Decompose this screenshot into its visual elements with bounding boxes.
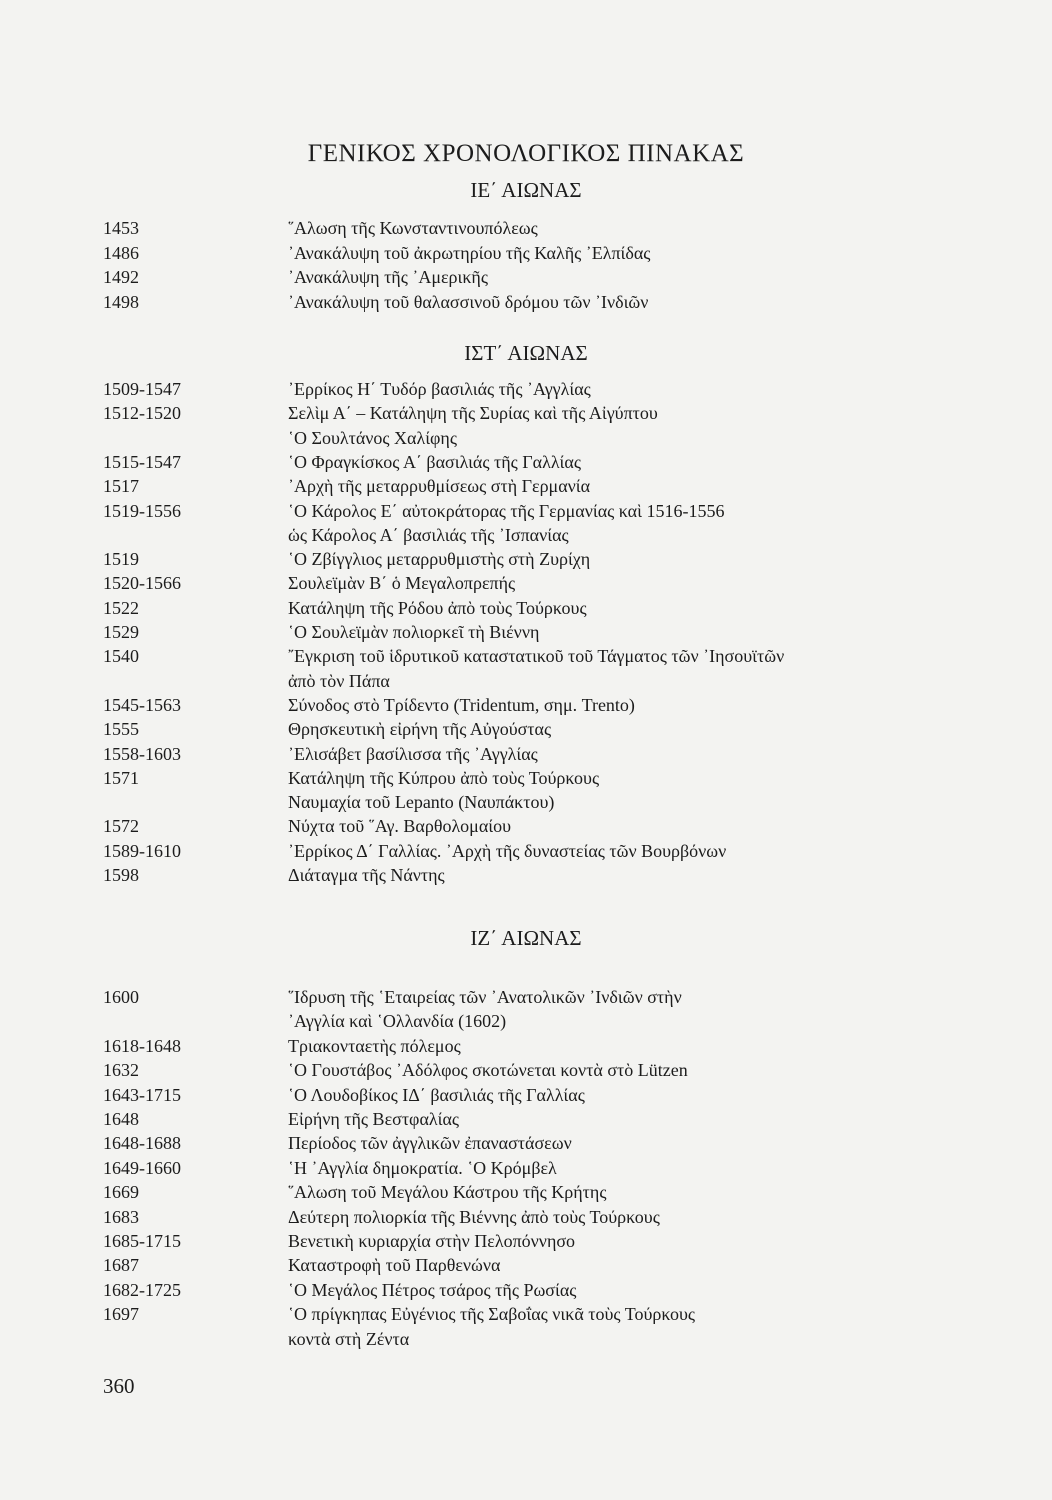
chronology-row bbox=[0, 644, 1052, 668]
row-year: 1545-1563 bbox=[103, 694, 181, 715]
row-event: Θρησκευτικὴ εἰρήνη τῆς Αὐγούστας bbox=[288, 719, 552, 740]
chronology-row bbox=[0, 450, 1052, 474]
row-event: Σουλεϊμὰν Β΄ ὁ Μεγαλοπρεπής bbox=[288, 573, 516, 594]
row-event: ὡς Κάρολος Α΄ βασιλιάς τῆς ᾿Ισπανίας bbox=[288, 524, 569, 545]
row-event: ῾Ο Σουλεϊμὰν πολιορκεῖ τὴ Βιέννη bbox=[288, 622, 540, 642]
row-event: ῾Ο Μεγάλος Πέτρος τσάρος τῆς Ρωσίας bbox=[288, 1279, 577, 1300]
chronology-row bbox=[0, 290, 1052, 314]
chronology-row bbox=[0, 1009, 1052, 1033]
row-year: 1492 bbox=[103, 267, 139, 287]
row-event: ῾Ο Ζβίγγλιος μεταρρυθμιστὴς στὴ Ζυρίχη bbox=[288, 549, 591, 570]
row-year: 1618-1648 bbox=[103, 1035, 181, 1056]
row-year: 1648 bbox=[103, 1109, 139, 1129]
row-year: 1486 bbox=[103, 242, 139, 263]
chronology-row bbox=[0, 241, 1052, 265]
row-event: ᾿Αρχὴ τῆς μεταρρυθμίσεως στὴ Γερμανία bbox=[288, 476, 591, 497]
chronology-row bbox=[0, 620, 1052, 644]
chronology-row bbox=[0, 499, 1052, 523]
row-event: ῞Αλωση τῆς Κωνσταντινουπόλεως bbox=[288, 218, 538, 238]
chronology-row bbox=[0, 571, 1052, 595]
chronology-row bbox=[0, 1156, 1052, 1180]
chronology-row bbox=[0, 693, 1052, 717]
row-year: 1685-1715 bbox=[103, 1231, 181, 1251]
chronology-row bbox=[0, 766, 1052, 790]
row-event: Κατάληψη τῆς Ρόδου ἀπὸ τοὺς Τούρκους bbox=[288, 597, 587, 618]
page-title: ΓΕΝΙΚΟΣ ΧΡΟΝΟΛΟΓΙΚΟΣ ΠΙΝΑΚΑΣ bbox=[307, 140, 745, 167]
chronology-row bbox=[0, 1205, 1052, 1229]
row-year: 1682-1725 bbox=[103, 1279, 181, 1300]
row-event: Κατάληψη τῆς Κύπρου ἀπὸ τοὺς Τούρκους bbox=[288, 767, 600, 788]
row-event: ᾿Ελισάβετ βασίλισσα τῆς ᾿Αγγλίας bbox=[288, 743, 538, 764]
row-year: 1687 bbox=[103, 1255, 139, 1276]
row-year: 1540 bbox=[103, 646, 139, 667]
row-year: 1517 bbox=[103, 476, 139, 497]
chronology-row bbox=[0, 1034, 1052, 1058]
row-event: ᾿Αγγλία καὶ ῾Ολλανδία (1602) bbox=[288, 1011, 507, 1032]
row-event: Περίοδος τῶν ἀγγλικῶν ἐπαναστάσεων bbox=[288, 1133, 572, 1154]
row-event: ῾Ο Κάρολος Ε΄ αὐτοκράτορας τῆς Γερμανίας καὶ 1516-1556 bbox=[288, 500, 725, 521]
row-event: ῞Αλωση τοῦ Μεγάλου Κάστρου τῆς Κρήτης bbox=[288, 1182, 607, 1203]
row-event: ῎Εγκριση τοῦ ἱδρυτικοῦ καταστατικοῦ τοῦ Τάγματος τῶν ᾿Ιησουϊτῶν bbox=[288, 646, 785, 667]
chronology-row bbox=[0, 814, 1052, 838]
chronology-row bbox=[0, 596, 1052, 620]
row-year: 1555 bbox=[103, 719, 139, 740]
century-heading: ΙΖ΄ ΑΙΩΝΑΣ bbox=[470, 926, 582, 950]
chronology-row bbox=[0, 669, 1052, 693]
row-year: 1512-1520 bbox=[103, 403, 181, 424]
chronology-row bbox=[0, 1131, 1052, 1155]
row-year: 1453 bbox=[103, 218, 139, 238]
chronology-row bbox=[0, 1253, 1052, 1277]
row-event: ᾿Ερρίκος Δ΄ Γαλλίας. ᾿Αρχὴ τῆς δυναστείας τῶν Βουρβόνων bbox=[288, 840, 727, 861]
row-year: 1572 bbox=[103, 816, 139, 837]
chronology-row bbox=[0, 1278, 1052, 1302]
row-event: ᾿Ανακάλυψη τοῦ ἀκρωτηρίου τῆς Καλῆς ᾿Ελπίδας bbox=[288, 242, 651, 263]
row-year: 1632 bbox=[103, 1060, 139, 1081]
row-event: Διάταγμα τῆς Νάντης bbox=[288, 865, 445, 885]
row-event: ῾Ο Λουδοβίκος ΙΔ΄ βασιλιάς τῆς Γαλλίας bbox=[288, 1084, 585, 1105]
row-year: 1648-1688 bbox=[103, 1133, 181, 1154]
row-event: Δεύτερη πολιορκία τῆς Βιέννης ἀπὸ τοὺς Τούρκους bbox=[288, 1206, 660, 1227]
century-heading: ΙΕ΄ ΑΙΩΝΑΣ bbox=[470, 178, 582, 202]
chronology-row bbox=[0, 1107, 1052, 1131]
row-event: ῾Ο Σουλτάνος Χαλίφης bbox=[288, 427, 457, 448]
row-year: 1498 bbox=[103, 291, 139, 312]
row-event: Εἰρήνη τῆς Βεστφαλίας bbox=[288, 1109, 460, 1129]
row-year: 1519-1556 bbox=[103, 500, 181, 521]
row-year: 1600 bbox=[103, 987, 139, 1007]
row-event: ῾Ο Γουστάβος ᾿Αδόλφος σκοτώνεται κοντὰ στὸ Lützen bbox=[288, 1060, 688, 1081]
chronology-row bbox=[0, 1229, 1052, 1253]
row-event: Νύχτα τοῦ ῞Αγ. Βαρθολομαίου bbox=[288, 816, 512, 837]
row-year: 1643-1715 bbox=[103, 1084, 181, 1105]
row-year: 1509-1547 bbox=[103, 379, 181, 399]
chronology-row bbox=[0, 474, 1052, 498]
row-year: 1558-1603 bbox=[103, 743, 181, 764]
chronology-row bbox=[0, 1302, 1052, 1326]
chronology-row bbox=[0, 1180, 1052, 1204]
chronology-row bbox=[0, 742, 1052, 766]
row-event: ῾Η ᾿Αγγλία δημοκρατία. ῾Ο Κρόμβελ bbox=[288, 1157, 557, 1178]
row-event: ῾Ο πρίγκηπας Εὐγένιος τῆς Σαβοΐας νικᾶ τοὺς Τούρκους bbox=[288, 1304, 696, 1325]
chronology-row bbox=[0, 401, 1052, 425]
chronology-row bbox=[0, 790, 1052, 814]
chronology-row bbox=[0, 1083, 1052, 1107]
chronology-row bbox=[0, 265, 1052, 289]
row-event: ῾Ο Φραγκίσκος Α΄ βασιλιάς τῆς Γαλλίας bbox=[288, 451, 581, 472]
row-event: Σύνοδος στὸ Τρίδεντο (Tridentum, σημ. Trento) bbox=[288, 694, 635, 715]
row-year: 1589-1610 bbox=[103, 840, 181, 861]
row-event: Καταστροφὴ τοῦ Παρθενώνα bbox=[288, 1255, 501, 1276]
chronology-row bbox=[0, 547, 1052, 571]
chronology-row bbox=[0, 426, 1052, 450]
chronology-row bbox=[0, 1327, 1052, 1351]
row-year: 1598 bbox=[103, 865, 139, 885]
century-heading: ΙΣΤ΄ ΑΙΩΝΑΣ bbox=[464, 341, 588, 365]
row-event: ᾿Ανακάλυψη τοῦ θαλασσινοῦ δρόμου τῶν ᾿Ινδιῶν bbox=[288, 291, 649, 312]
chronology-row bbox=[0, 523, 1052, 547]
row-year: 1571 bbox=[103, 767, 139, 788]
row-event: ῞Ιδρυση τῆς ῾Εταιρείας τῶν ᾿Ανατολικῶν ᾿Ινδιῶν στὴν bbox=[288, 987, 682, 1007]
chronology-row bbox=[0, 216, 1052, 240]
chronology-row bbox=[0, 839, 1052, 863]
row-year: 1529 bbox=[103, 622, 139, 642]
row-year: 1522 bbox=[103, 597, 139, 618]
row-year: 1683 bbox=[103, 1206, 139, 1227]
row-event: Βενετικὴ κυριαρχία στὴν Πελοπόννησο bbox=[288, 1231, 576, 1251]
chronology-row bbox=[0, 717, 1052, 741]
row-year: 1649-1660 bbox=[103, 1157, 181, 1178]
row-year: 1520-1566 bbox=[103, 573, 181, 594]
row-event: ἀπὸ τὸν Πάπα bbox=[288, 670, 390, 691]
row-year: 1697 bbox=[103, 1304, 139, 1325]
row-event: ᾿Ανακάλυψη τῆς ᾿Αμερικῆς bbox=[288, 267, 488, 287]
row-event: Τριακονταετὴς πόλεμος bbox=[288, 1035, 461, 1056]
row-event: Ναυμαχία τοῦ Lepanto (Ναυπάκτου) bbox=[288, 792, 555, 813]
row-event: κοντὰ στὴ Ζέντα bbox=[288, 1328, 410, 1349]
chronology-row bbox=[0, 863, 1052, 887]
chronology-row bbox=[0, 377, 1052, 401]
row-year: 1519 bbox=[103, 549, 139, 570]
row-event: Σελὶμ Α΄ – Κατάληψη τῆς Συρίας καὶ τῆς Αἰγύπτου bbox=[288, 403, 658, 424]
row-year: 1669 bbox=[103, 1182, 139, 1203]
row-event: ᾿Ερρίκος Η΄ Τυδόρ βασιλιάς τῆς ᾿Αγγλίας bbox=[288, 379, 591, 399]
chronology-row bbox=[0, 1058, 1052, 1082]
chronology-row bbox=[0, 985, 1052, 1009]
page-number: 360 bbox=[103, 1374, 135, 1398]
row-year: 1515-1547 bbox=[103, 451, 181, 472]
